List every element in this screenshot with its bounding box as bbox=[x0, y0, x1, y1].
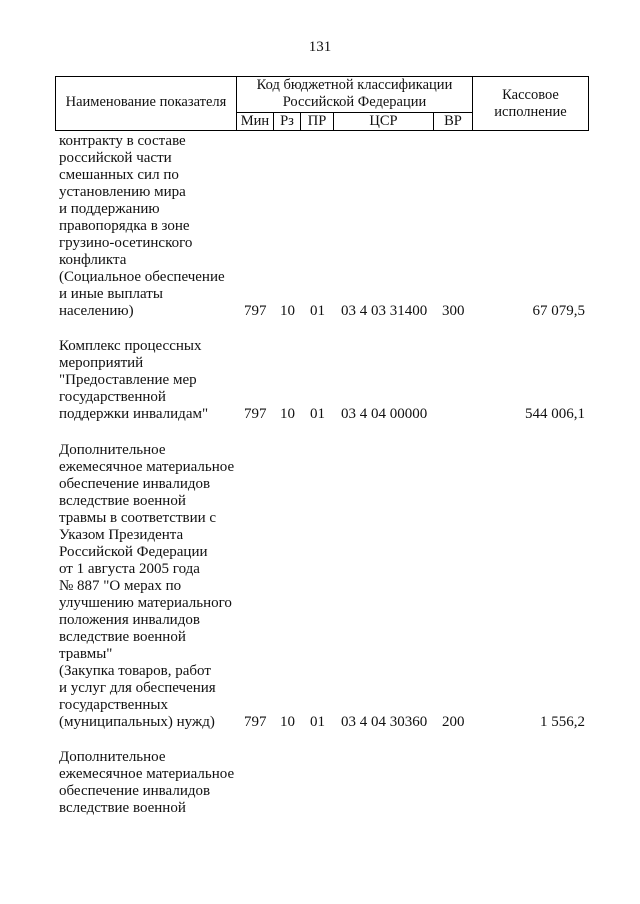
row-rz: 10 bbox=[280, 714, 295, 730]
row-value: 1 556,2 bbox=[540, 714, 585, 730]
row-rz: 10 bbox=[280, 303, 295, 319]
row-vr: 300 bbox=[442, 303, 465, 319]
row-min: 797 bbox=[244, 406, 267, 422]
row-csr: 03 4 04 00000 bbox=[341, 406, 428, 422]
header-csr: ЦСР bbox=[369, 113, 398, 129]
header-value-line1: Кассовое bbox=[502, 87, 559, 103]
page-number: 131 bbox=[308, 39, 332, 55]
header-border-right bbox=[588, 76, 589, 131]
row-csr: 03 4 04 30360 bbox=[341, 714, 428, 730]
row-pr: 01 bbox=[310, 303, 325, 319]
row-rz: 10 bbox=[280, 406, 295, 422]
row-name: Комплекс процессных мероприятий "Предоставление мер государственной поддержки инвалидам" bbox=[59, 338, 209, 422]
row-value: 544 006,1 bbox=[525, 406, 585, 422]
header-code-group-line2: Российской Федерации bbox=[282, 94, 427, 110]
row-value: 67 079,5 bbox=[532, 303, 585, 319]
header-min: Мин bbox=[240, 113, 270, 129]
row-pr: 01 bbox=[310, 714, 325, 730]
row-name: контракту в составе российской части смешанных сил по установлению мира и поддержанию правопорядка в зоне грузино-осетинского конфликта (Социальное обеспечение и иные выплаты населению) bbox=[59, 133, 225, 319]
header-value-line2: исполнение bbox=[494, 104, 567, 120]
row-min: 797 bbox=[244, 303, 267, 319]
row-name: Дополнительное ежемесячное материальное обеспечение инвалидов вследствие военной травмы в соответствии с Указом Президента Российской Федерации от 1 августа 2005 года № 887 "О мерах по улучшению материального положения инвалидов вследствие военной травмы" (Закупка товаров, работ и услуг для обеспечения государственных (муниципальных) нужд) bbox=[59, 442, 235, 730]
header-rz: Рз bbox=[280, 113, 294, 129]
row-csr: 03 4 03 31400 bbox=[341, 303, 428, 319]
row-name: Дополнительное ежемесячное материальное обеспечение инвалидов вследствие военной bbox=[59, 749, 235, 816]
row-pr: 01 bbox=[310, 406, 325, 422]
row-min: 797 bbox=[244, 714, 267, 730]
header-name-col: Наименование показателя bbox=[65, 94, 227, 110]
header-code-group-line1: Код бюджетной классификации bbox=[256, 77, 453, 93]
header-vr: ВР bbox=[444, 113, 462, 129]
header-pr: ПР bbox=[307, 113, 327, 129]
header-bottom-border bbox=[55, 130, 589, 131]
row-vr: 200 bbox=[442, 714, 465, 730]
